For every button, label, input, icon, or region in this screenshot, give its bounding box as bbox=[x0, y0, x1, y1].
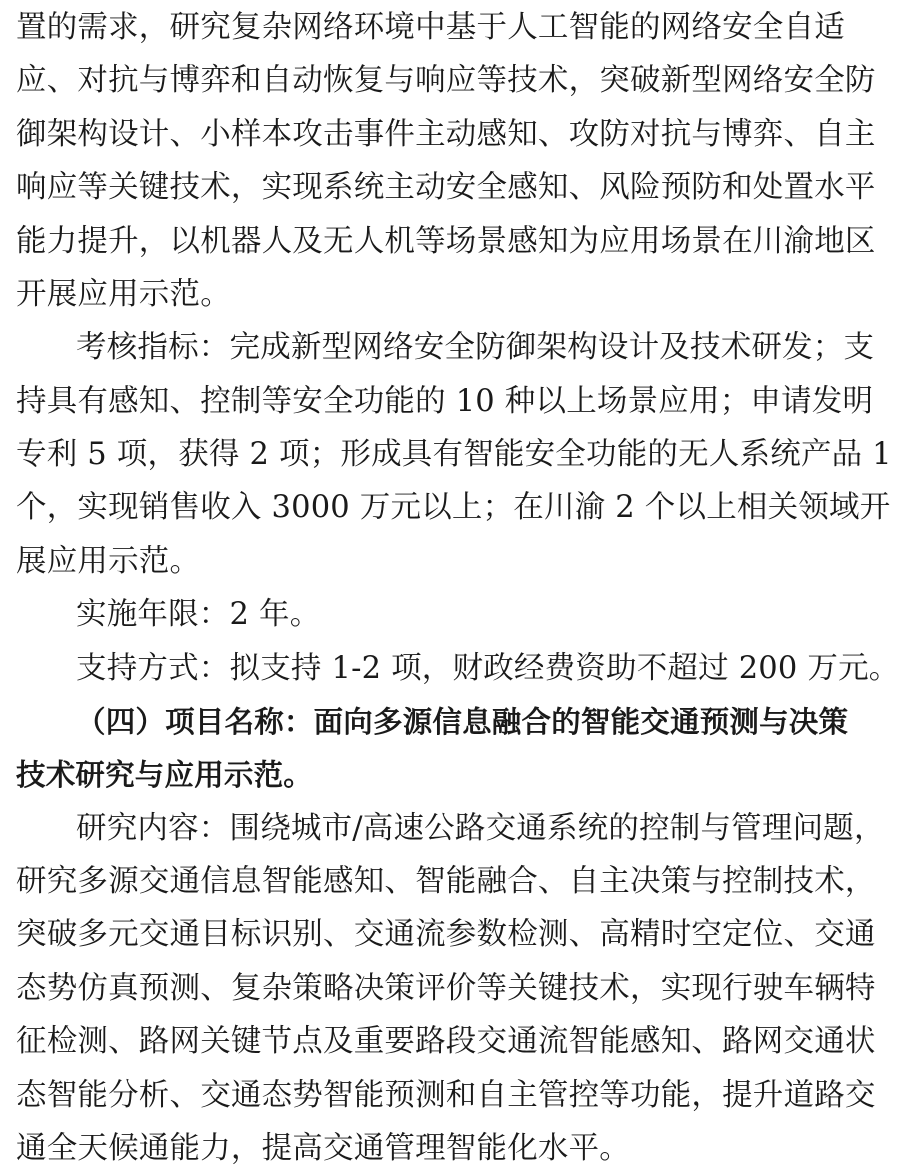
paragraph-line: 能力提升，以机器人及无人机等场景感知为应用场景在川渝地区 bbox=[16, 224, 876, 259]
assessment-heading-line: 考核指标：完成新型网络安全防御架构设计及技术研发；支 bbox=[76, 330, 875, 365]
paragraph-line: 征检测、路网关键节点及重要路段交通流智能感知、路网交通状 bbox=[16, 1024, 876, 1059]
research-content-line: 研究内容：围绕城市/高速公路交通系统的控制与管理问题， bbox=[76, 811, 885, 846]
paragraph-line: 展应用示范。 bbox=[16, 544, 201, 579]
paragraph-line: 突破多元交通目标识别、交通流参数检测、高精时空定位、交通 bbox=[16, 917, 876, 952]
paragraph-line: 通全天候通能力，提高交通管理智能化水平。 bbox=[16, 1131, 630, 1166]
paragraph-line: 响应等关键技术，实现系统主动安全感知、风险预防和处置水平 bbox=[16, 170, 876, 205]
paragraph-line: 置的需求，研究复杂网络环境中基于人工智能的网络安全自适 bbox=[16, 10, 845, 45]
paragraph-line: 开展应用示范。 bbox=[16, 277, 231, 312]
paragraph-line: 态势仿真预测、复杂策略决策评价等关键技术，实现行驶车辆特 bbox=[16, 971, 876, 1006]
paragraph-line: 态智能分析、交通态势智能预测和自主管控等功能，提升道路交 bbox=[16, 1078, 876, 1113]
paragraph-line: 研究多源交通信息智能感知、智能融合、自主决策与控制技术， bbox=[16, 864, 876, 899]
duration-line: 实施年限：2 年。 bbox=[76, 597, 321, 632]
project-title-line: （四）项目名称：面向多源信息融合的智能交通预测与决策 bbox=[76, 705, 849, 739]
paragraph-line: 应、对抗与博弈和自动恢复与响应等技术，突破新型网络安全防 bbox=[16, 63, 876, 98]
project-title-line: 技术研究与应用示范。 bbox=[16, 758, 314, 792]
paragraph-line: 个，实现销售收入 3000 万元以上；在川渝 2 个以上相关领域开 bbox=[16, 490, 891, 525]
paragraph-line: 御架构设计、小样本攻击事件主动感知、攻防对抗与博弈、自主 bbox=[16, 117, 876, 152]
support-method-line: 支持方式：拟支持 1-2 项，财政经费资助不超过 200 万元。 bbox=[76, 651, 900, 686]
paragraph-line: 持具有感知、控制等安全功能的 10 种以上场景应用；申请发明 bbox=[16, 384, 874, 419]
paragraph-line: 专利 5 项，获得 2 项；形成具有智能安全功能的无人系统产品 1 bbox=[16, 437, 892, 472]
